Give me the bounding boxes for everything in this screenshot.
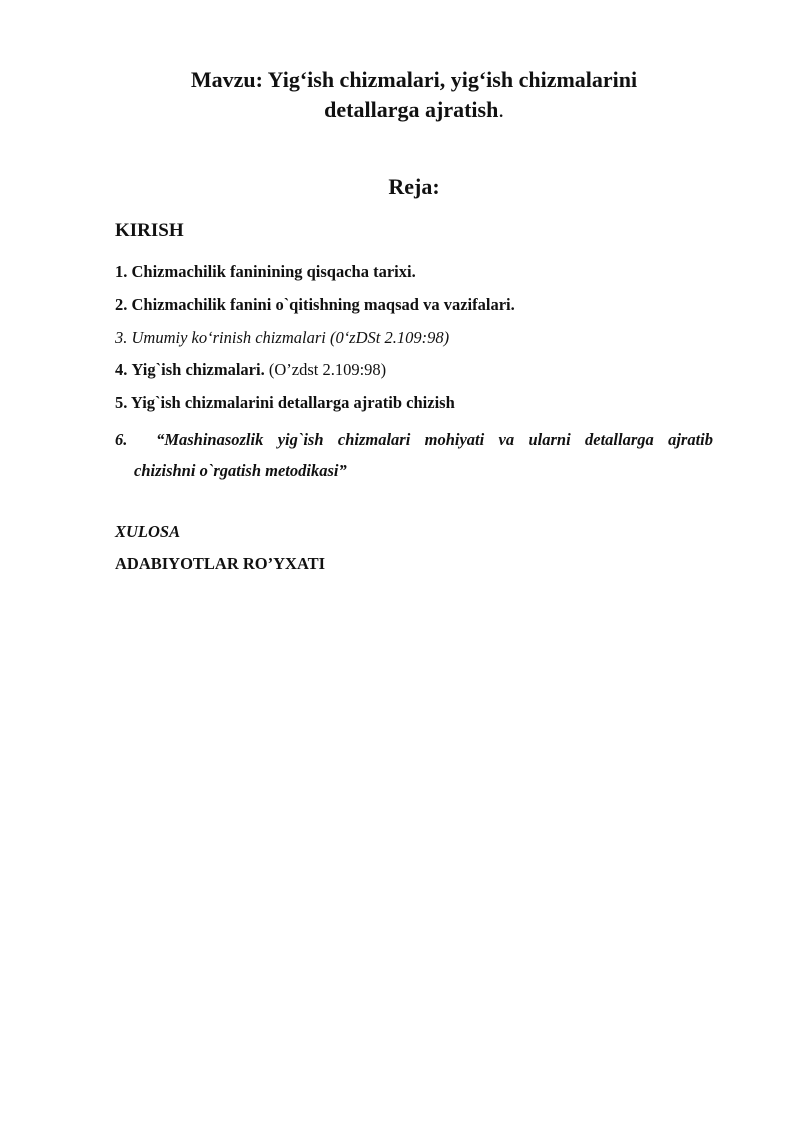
plan-item-3-text: Umumiy ko‘rinish chizmalari (0‘zDSt 2.109:98): [131, 328, 450, 347]
plan-item-6: [115, 424, 713, 486]
document-title-line-1: Mavzu: Yig‘ish chizmalari, yig‘ish chizmalarini: [190, 67, 638, 92]
plan-heading: Reja:: [388, 174, 440, 199]
plan-item-1-text: Chizmachilik faninining qisqacha tarixi.: [131, 262, 416, 281]
intro-heading: KIRISH: [115, 220, 184, 241]
plan-item-2-number: 2.: [115, 295, 128, 314]
document-title-line-2: [0, 95, 800, 124]
references-heading: ADABIYOTLAR RO’YXATI: [115, 554, 326, 573]
plan-item-3: [115, 327, 449, 349]
plan-item-1: [115, 261, 416, 283]
plan-item-4: [115, 359, 386, 381]
plan-item-5: [115, 392, 455, 414]
plan-item-5-number: 5.: [115, 393, 128, 412]
plan-item-4-text: Yig`ish chizmalari.: [131, 360, 265, 379]
plan-item-4-number: 4.: [115, 360, 128, 379]
plan-item-2: [115, 294, 515, 316]
plan-item-5-text: Yig`ish chizmalarini detallarga ajratib chizish: [130, 393, 455, 412]
plan-item-6-text-line-2: chizishni o`rgatish metodikasi”: [134, 461, 347, 480]
plan-item-6-number: 6.: [115, 430, 128, 449]
plan-item-4-standard: (O’zdst 2.109:98): [264, 360, 387, 379]
plan-item-6-text-line-1: “Mashinasozlik yig`ish chizmalari mohiyati va ularni detallarga ajratib: [156, 430, 714, 449]
plan-item-1-number: 1.: [115, 262, 128, 281]
document-title-period: .: [498, 97, 504, 122]
plan-item-3-number: 3.: [115, 328, 128, 347]
plan-item-2-text: Chizmachilik fanini o`qitishning maqsad va vazifalari.: [131, 295, 515, 314]
plan-item-6-line-1: [115, 424, 713, 455]
conclusion-heading: XULOSA: [115, 522, 181, 541]
document-title-line-2-text: detallarga ajratish: [324, 97, 499, 122]
